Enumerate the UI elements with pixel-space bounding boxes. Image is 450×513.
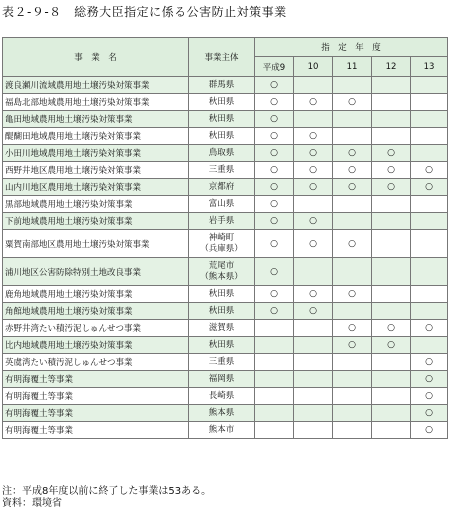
header-year: 平成9 xyxy=(255,57,294,77)
designation-mark-cell xyxy=(294,388,333,405)
table-row xyxy=(3,162,448,179)
implementing-body-cell xyxy=(189,286,255,303)
designation-mark-cell xyxy=(255,388,294,405)
implementing-body-cell xyxy=(189,213,255,230)
table-row xyxy=(3,128,448,145)
implementing-body-cell xyxy=(189,258,255,286)
header-implementing-body: 事業主体 xyxy=(189,38,255,77)
designation-mark-cell xyxy=(372,94,411,111)
header-year: 13 xyxy=(411,57,448,77)
designation-mark-cell xyxy=(372,230,411,258)
project-name-cell: 西野井地区農用地土壌汚染対策事業 xyxy=(3,162,189,179)
project-name-cell: 赤野井湾たい積汚泥しゅんせつ事業 xyxy=(3,320,189,337)
designation-mark-cell: ○ xyxy=(294,128,333,145)
implementing-body-cell xyxy=(189,371,255,388)
designation-mark-cell: ○ xyxy=(294,179,333,196)
designation-mark-cell: ○ xyxy=(411,179,448,196)
designation-mark-cell: ○ xyxy=(294,94,333,111)
designation-mark-cell xyxy=(294,77,333,94)
table-row xyxy=(3,286,448,303)
project-name-cell: 比内地域農用地土壌汚染対策事業 xyxy=(3,337,189,354)
implementing-body-text: 長崎県 xyxy=(208,390,235,401)
designation-mark-cell: ○ xyxy=(255,162,294,179)
table-row xyxy=(3,230,448,258)
designation-mark-cell xyxy=(372,422,411,439)
designation-mark-cell xyxy=(333,422,372,439)
source-text: 資料：環境省 xyxy=(2,498,62,509)
designation-mark-cell xyxy=(255,422,294,439)
note-text: 注：平成8年度以前に終了した事業は53ある。 xyxy=(2,486,212,497)
designation-mark-cell: ○ xyxy=(294,303,333,320)
designation-mark-cell: ○ xyxy=(294,230,333,258)
implementing-body-cell xyxy=(189,179,255,196)
designation-mark-cell: ○ xyxy=(372,145,411,162)
designation-mark-cell: ○ xyxy=(333,94,372,111)
designation-mark-cell: ○ xyxy=(255,128,294,145)
designation-mark-cell xyxy=(372,128,411,145)
designation-mark-cell xyxy=(255,371,294,388)
project-name-cell: 有明海覆土等事業 xyxy=(3,405,189,422)
designation-mark-cell xyxy=(372,196,411,213)
project-name-cell: 鹿角地域農用地土壌汚染対策事業 xyxy=(3,286,189,303)
project-name-cell: 浦川地区公害防除特別土地改良事業 xyxy=(3,258,189,286)
table-row xyxy=(3,77,448,94)
designation-mark-cell: ○ xyxy=(333,179,372,196)
table-row xyxy=(3,337,448,354)
designation-mark-cell xyxy=(411,303,448,320)
designation-mark-cell xyxy=(333,371,372,388)
designation-mark-cell xyxy=(333,258,372,286)
designation-mark-cell: ○ xyxy=(294,213,333,230)
implementing-body-cell xyxy=(189,405,255,422)
implementing-body-text: 京都府 xyxy=(208,181,235,192)
project-name-cell: 亀田地域農用地土壌汚染対策事業 xyxy=(3,111,189,128)
designation-mark-cell xyxy=(294,337,333,354)
designation-mark-cell xyxy=(372,371,411,388)
designation-mark-cell xyxy=(294,354,333,371)
table-row xyxy=(3,303,448,320)
implementing-body-cell xyxy=(189,422,255,439)
implementing-body-cell xyxy=(189,145,255,162)
designation-mark-cell: ○ xyxy=(255,77,294,94)
designation-mark-cell xyxy=(294,111,333,128)
designation-mark-cell xyxy=(294,320,333,337)
designation-mark-cell xyxy=(372,258,411,286)
designation-mark-cell: ○ xyxy=(333,320,372,337)
designation-mark-cell xyxy=(372,405,411,422)
implementing-body-cell xyxy=(189,354,255,371)
designation-mark-cell xyxy=(372,286,411,303)
designation-mark-cell: ○ xyxy=(255,111,294,128)
designation-mark-cell xyxy=(411,286,448,303)
designation-mark-cell: ○ xyxy=(372,179,411,196)
header-year: 12 xyxy=(372,57,411,77)
implementing-body-cell xyxy=(189,388,255,405)
designation-mark-cell xyxy=(294,196,333,213)
project-name-cell: 下前地域農用地土壌汚染対策事業 xyxy=(3,213,189,230)
implementing-body-text: 鳥取県 xyxy=(208,147,235,158)
designation-mark-cell xyxy=(372,213,411,230)
implementing-body-cell xyxy=(189,196,255,213)
implementing-body-subtext: （兵庫県） xyxy=(200,243,243,254)
designation-mark-cell xyxy=(294,422,333,439)
table-row xyxy=(3,371,448,388)
designation-table xyxy=(2,37,448,439)
table-title: 表２-９-８ 総務大臣指定に係る公害防止対策事業 xyxy=(2,5,287,19)
designation-mark-cell xyxy=(294,371,333,388)
project-name-cell: 角館地域農用地土壌汚染対策事業 xyxy=(3,303,189,320)
designation-mark-cell xyxy=(372,388,411,405)
designation-mark-cell: ○ xyxy=(372,320,411,337)
implementing-body-text: 三重県 xyxy=(208,356,235,367)
header-project-name: 事 業 名 xyxy=(3,38,189,77)
implementing-body-text: 滋賀県 xyxy=(208,322,235,333)
implementing-body-text: 秋田県 xyxy=(208,288,235,299)
implementing-body-text: 富山県 xyxy=(208,198,235,209)
implementing-body-text: 神崎町 xyxy=(208,232,235,243)
implementing-body-cell xyxy=(189,337,255,354)
header-year: 11 xyxy=(333,57,372,77)
designation-mark-cell: ○ xyxy=(411,422,448,439)
implementing-body-text: 秋田県 xyxy=(208,96,235,107)
designation-mark-cell xyxy=(333,388,372,405)
designation-mark-cell: ○ xyxy=(372,162,411,179)
designation-mark-cell xyxy=(411,213,448,230)
designation-mark-cell: ○ xyxy=(294,286,333,303)
designation-mark-cell xyxy=(294,258,333,286)
designation-mark-cell xyxy=(333,128,372,145)
implementing-body-cell xyxy=(189,94,255,111)
implementing-body-text: 熊本市 xyxy=(208,424,235,435)
implementing-body-text: 荒尾市 xyxy=(208,260,235,271)
designation-mark-cell xyxy=(255,320,294,337)
table-row xyxy=(3,320,448,337)
implementing-body-cell xyxy=(189,77,255,94)
project-name-cell: 有明海覆土等事業 xyxy=(3,422,189,439)
designation-mark-cell xyxy=(411,145,448,162)
designation-mark-cell xyxy=(411,128,448,145)
designation-mark-cell: ○ xyxy=(372,337,411,354)
designation-mark-cell xyxy=(372,354,411,371)
table-row xyxy=(3,196,448,213)
table-row xyxy=(3,145,448,162)
implementing-body-cell xyxy=(189,230,255,258)
designation-mark-cell: ○ xyxy=(255,145,294,162)
designation-mark-cell xyxy=(411,111,448,128)
designation-mark-cell xyxy=(411,77,448,94)
designation-mark-cell xyxy=(255,354,294,371)
implementing-body-cell xyxy=(189,320,255,337)
designation-mark-cell: ○ xyxy=(333,145,372,162)
designation-mark-cell: ○ xyxy=(294,145,333,162)
designation-mark-cell: ○ xyxy=(411,162,448,179)
designation-mark-cell xyxy=(333,405,372,422)
implementing-body-text: 福岡県 xyxy=(208,373,235,384)
designation-mark-cell: ○ xyxy=(294,162,333,179)
implementing-body-text: 三重県 xyxy=(208,164,235,175)
implementing-body-text: 群馬県 xyxy=(208,79,235,90)
designation-mark-cell xyxy=(411,258,448,286)
designation-mark-cell: ○ xyxy=(333,286,372,303)
designation-mark-cell xyxy=(333,354,372,371)
table-row xyxy=(3,405,448,422)
table-row xyxy=(3,94,448,111)
designation-mark-cell xyxy=(411,196,448,213)
designation-mark-cell xyxy=(411,230,448,258)
project-name-cell: 粟賀南部地区農用地土壌汚染対策事業 xyxy=(3,230,189,258)
implementing-body-cell xyxy=(189,111,255,128)
designation-mark-cell xyxy=(333,77,372,94)
designation-mark-cell: ○ xyxy=(333,162,372,179)
implementing-body-text: 秋田県 xyxy=(208,113,235,124)
implementing-body-text: 熊本県 xyxy=(208,407,235,418)
project-name-cell: 福島北部地域農用地土壌汚染対策事業 xyxy=(3,94,189,111)
designation-mark-cell xyxy=(372,77,411,94)
table-row xyxy=(3,354,448,371)
implementing-body-cell xyxy=(189,128,255,145)
designation-mark-cell: ○ xyxy=(411,405,448,422)
designation-mark-cell: ○ xyxy=(333,230,372,258)
implementing-body-cell xyxy=(189,303,255,320)
implementing-body-text: 秋田県 xyxy=(208,339,235,350)
designation-mark-cell: ○ xyxy=(255,179,294,196)
designation-mark-cell: ○ xyxy=(333,337,372,354)
implementing-body-cell xyxy=(189,162,255,179)
designation-mark-cell xyxy=(294,405,333,422)
header-designation-year: 指 定 年 度 xyxy=(255,38,448,57)
designation-mark-cell xyxy=(411,94,448,111)
implementing-body-subtext: （熊本県） xyxy=(200,271,243,282)
project-name-cell: 醍醐田地域農用地土壌汚染対策事業 xyxy=(3,128,189,145)
designation-mark-cell: ○ xyxy=(255,258,294,286)
table-row xyxy=(3,179,448,196)
implementing-body-text: 岩手県 xyxy=(208,215,235,226)
designation-mark-cell xyxy=(255,337,294,354)
project-name-cell: 山内川地区農用地土壌汚染対策事業 xyxy=(3,179,189,196)
table-row xyxy=(3,213,448,230)
designation-mark-cell xyxy=(372,303,411,320)
designation-mark-cell: ○ xyxy=(411,388,448,405)
designation-mark-cell: ○ xyxy=(255,230,294,258)
designation-mark-cell xyxy=(411,337,448,354)
header-year: 10 xyxy=(294,57,333,77)
table-row xyxy=(3,388,448,405)
designation-mark-cell xyxy=(333,303,372,320)
designation-mark-cell: ○ xyxy=(255,213,294,230)
project-name-cell: 有明海覆土等事業 xyxy=(3,388,189,405)
designation-mark-cell xyxy=(372,111,411,128)
designation-mark-cell: ○ xyxy=(411,371,448,388)
designation-mark-cell xyxy=(333,213,372,230)
implementing-body-text: 秋田県 xyxy=(208,305,235,316)
table-row xyxy=(3,111,448,128)
implementing-body-text: 秋田県 xyxy=(208,130,235,141)
designation-mark-cell xyxy=(333,111,372,128)
project-name-cell: 英虞湾たい積汚泥しゅんせつ事業 xyxy=(3,354,189,371)
project-name-cell: 小田川地域農用地土壌汚染対策事業 xyxy=(3,145,189,162)
designation-mark-cell xyxy=(255,405,294,422)
designation-mark-cell: ○ xyxy=(255,303,294,320)
table-row xyxy=(3,258,448,286)
table-notes xyxy=(2,486,211,510)
project-name-cell: 有明海覆土等事業 xyxy=(3,371,189,388)
designation-mark-cell: ○ xyxy=(255,286,294,303)
designation-mark-cell: ○ xyxy=(255,196,294,213)
designation-mark-cell xyxy=(333,196,372,213)
table-row xyxy=(3,422,448,439)
designation-mark-cell: ○ xyxy=(411,320,448,337)
designation-mark-cell: ○ xyxy=(411,354,448,371)
designation-mark-cell: ○ xyxy=(255,94,294,111)
project-name-cell: 黒部地域農用地土壌汚染対策事業 xyxy=(3,196,189,213)
project-name-cell: 渡良瀬川流域農用地土壌汚染対策事業 xyxy=(3,77,189,94)
